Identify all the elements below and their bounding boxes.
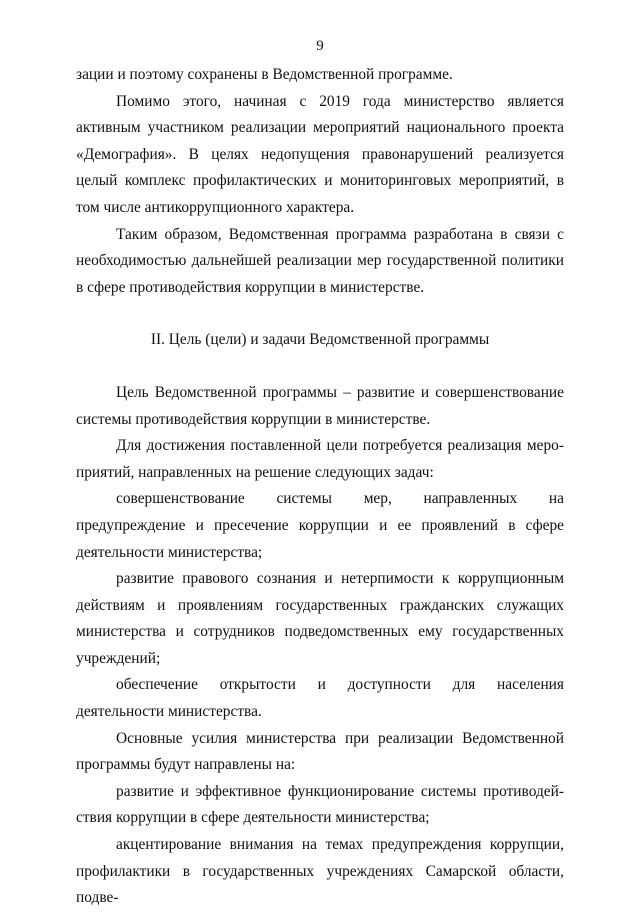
paragraph: Цель Ведомственной программы – развитие и совершенствование системы противодействия коррупции в министерстве. [76,383,564,428]
section-heading: II. Цель (цели) и задачи Ведомственной программы [150,331,490,349]
list-item: развитие правового сознания и нетерпимости к коррупционным действиям и проявлениям государственных гражданских служащих министерства и сотрудников подведомственных ему государственных учреждений; [76,570,564,667]
page-number: 9 [316,38,324,54]
paragraph-continuation: зации и поэтому сохранены в Ведомственной программе. [76,66,453,83]
page-body [76,62,564,912]
list-item: развитие и эффективное функционирование системы противодействия коррупции в сфере деятельности министерства; [76,782,564,827]
list-item: обеспечение открытости и доступности для населения деятельности министерства. [76,676,564,721]
list-item: акцентирование внимания на темах предупреждения коррупции, профилактики в государственных учреждениях Самарской области, подве- [76,836,564,907]
paragraph: Для достижения поставленной цели потребуется реализация мероприятий, направленных на решение следующих задач: [76,437,564,481]
paragraph: Основные усилия министерства при реализации Ведомственной программы будут направлены на: [76,729,564,774]
list-item: совершенствование системы мер, направленных на предупреждение и пресечение коррупции и ее проявлений в сфере деятельности министерства; [76,490,564,561]
paragraph: Помимо этого, начиная с 2019 года министерство является активным участником реализации мероприятий национального проекта «Демография». В целях недопущения правонарушений реализуется целый комплекс профилактических и мониторинговых мероприятий, в том числе антикоррупционного характера. [76,92,564,216]
paragraph: Таким образом, Ведомственная программа разработана в связи с необходимостью дальнейшей реализации мер государственной политики в сфере противодействия коррупции в министерстве. [76,225,564,296]
